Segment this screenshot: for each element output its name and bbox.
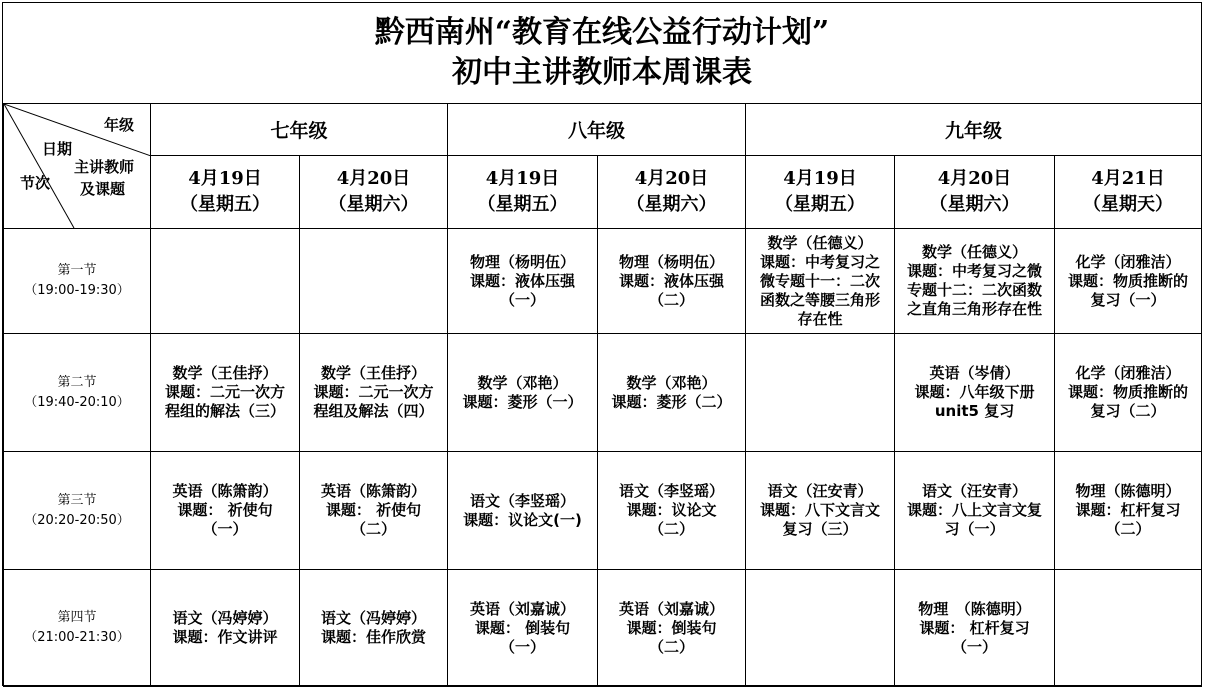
class-cell xyxy=(300,334,448,452)
class-cell xyxy=(598,334,746,452)
class-text-line: 复习（二） xyxy=(1090,402,1166,420)
class-text-line: 课题：液体压强 xyxy=(619,271,725,290)
class-cell xyxy=(151,334,300,452)
class-cell xyxy=(448,229,598,334)
grade-7-header: 七年级 xyxy=(151,104,448,156)
corner-date-label: 日期 xyxy=(42,140,73,158)
date-header-row xyxy=(4,156,1202,229)
period-name: 第一节 xyxy=(57,263,97,278)
class-text-line: 课题：中考复习之 xyxy=(760,252,881,271)
class-cell xyxy=(151,570,300,687)
class-text-line: 物理（杨明伍） xyxy=(619,252,725,271)
class-text-line: （二） xyxy=(1105,520,1151,538)
class-cell xyxy=(300,570,448,687)
class-text-line: 课题：菱形（一） xyxy=(462,392,583,411)
class-text-line: 语文（汪安青） xyxy=(767,482,873,500)
period-name: 第四节 xyxy=(57,610,97,625)
class-text-line: 课题： 祈使句 xyxy=(325,501,422,519)
period-time: （19:40-20:10） xyxy=(24,394,130,410)
corner-header-cell xyxy=(4,104,151,229)
period-row xyxy=(4,452,1202,570)
class-text-line: 课题：物质推断的 xyxy=(1068,383,1189,401)
class-cell xyxy=(598,570,746,687)
class-text-line: 课题：杠杆复习 xyxy=(1075,501,1181,519)
weekday-label: （星期天） xyxy=(1083,194,1174,215)
title-line-1: 黔西南州“教育在线公益行动计划” xyxy=(374,15,830,50)
class-text-line: 数学（任德义） xyxy=(922,243,1028,261)
class-text-line: 习（一） xyxy=(944,520,1005,538)
class-text-line: 化学（闭雅洁） xyxy=(1075,364,1181,382)
class-cell xyxy=(1055,334,1202,452)
weekday-label: （星期六） xyxy=(626,194,717,215)
class-text-line: 课题：议论文(一) xyxy=(463,510,582,529)
class-cell xyxy=(598,452,746,570)
class-text-line: 课题：二元一次方 xyxy=(164,383,285,401)
class-text-line: 微专题十一：二次 xyxy=(760,271,881,290)
date-label: 4月19日 xyxy=(783,168,857,189)
class-text-line: 物理（陈德明） xyxy=(1075,482,1181,500)
class-text-line: 课题： 倒装句 xyxy=(474,618,571,637)
corner-grade-label: 年级 xyxy=(104,116,135,134)
class-text-line: 程组及解法（四） xyxy=(313,402,434,420)
class-text-line: 课题：八年级下册 xyxy=(914,383,1035,401)
class-text-line: 复习（一） xyxy=(1090,290,1166,309)
class-text-line: 英语（陈箫韵） xyxy=(172,482,278,500)
class-text-line: （一） xyxy=(202,520,248,538)
period-name: 第三节 xyxy=(57,492,97,508)
class-cell xyxy=(746,452,895,570)
class-text-line: （二） xyxy=(351,520,397,538)
date-header-cell xyxy=(151,156,300,229)
class-cell xyxy=(1055,452,1202,570)
class-text-line: 语文（冯婷婷） xyxy=(172,609,278,627)
period-label-cell xyxy=(4,570,151,687)
class-cell xyxy=(448,452,598,570)
period-row xyxy=(4,334,1202,452)
class-text-line: 程组的解法（三） xyxy=(164,402,285,420)
class-text-line: （一） xyxy=(500,290,546,309)
page-title xyxy=(3,3,1201,103)
class-cell xyxy=(895,229,1055,334)
date-header-cell xyxy=(746,156,895,229)
date-header-cell xyxy=(895,156,1055,229)
weekday-label: （星期五） xyxy=(775,194,866,215)
class-text-line: 课题：中考复习之微 xyxy=(907,262,1043,280)
class-cell xyxy=(1055,229,1202,334)
class-text-line: 函数之等腰三角形 xyxy=(760,290,881,309)
class-text-line: 数学（邓艳） xyxy=(477,373,568,392)
class-text-line: 复习（三） xyxy=(782,520,858,538)
class-cell xyxy=(448,570,598,687)
period-label-cell xyxy=(4,334,151,452)
weekday-label: （星期五） xyxy=(180,194,270,215)
corner-teacher-label-2: 及课题 xyxy=(80,180,126,198)
class-text-line: 数学（邓艳） xyxy=(626,373,717,392)
period-label-cell xyxy=(4,452,151,570)
date-label: 4月20日 xyxy=(634,168,709,189)
date-label: 4月20日 xyxy=(336,168,411,189)
class-cell xyxy=(300,229,448,334)
period-row xyxy=(4,229,1202,334)
class-text-line: 课题： 杠杆复习 xyxy=(919,618,1030,637)
class-cell xyxy=(895,570,1055,687)
period-time: （21:00-21:30） xyxy=(24,630,130,645)
class-text-line: 课题：倒装句 xyxy=(626,618,717,637)
class-cell xyxy=(746,334,895,452)
class-text-line: 物理（杨明伍） xyxy=(470,252,576,271)
class-text-line: 英语（刘嘉诚） xyxy=(470,599,576,618)
class-text-line: 语文（汪安青） xyxy=(922,482,1028,500)
grade-8-header: 八年级 xyxy=(448,104,746,156)
class-text-line: 课题：菱形（二） xyxy=(611,392,732,411)
class-text-line: 英语（刘嘉诚） xyxy=(619,599,725,618)
class-text-line: 语文（冯婷婷） xyxy=(321,609,427,627)
class-text-line: unit5 复习 xyxy=(934,402,1015,420)
class-cell xyxy=(151,229,300,334)
class-text-line: 存在性 xyxy=(797,309,843,328)
class-text-line: 英语（陈箫韵） xyxy=(321,482,427,500)
date-label: 4月20日 xyxy=(937,168,1012,189)
class-cell xyxy=(300,452,448,570)
class-cell xyxy=(1055,570,1202,687)
class-text-line: 数学（任德义） xyxy=(767,233,873,252)
schedule-table xyxy=(3,103,1202,687)
class-cell xyxy=(895,452,1055,570)
class-text-line: 课题：液体压强 xyxy=(470,271,576,290)
period-label-cell xyxy=(4,229,151,334)
class-cell xyxy=(598,229,746,334)
class-text-line: （一） xyxy=(500,637,546,656)
class-text-line: 课题：二元一次方 xyxy=(313,383,434,401)
class-text-line: 课题：作文讲评 xyxy=(172,628,278,646)
period-row xyxy=(4,570,1202,687)
date-label: 4月21日 xyxy=(1091,168,1165,189)
date-header-cell xyxy=(300,156,448,229)
class-text-line: 课题：佳作欣赏 xyxy=(321,628,427,646)
class-text-line: 数学（王佳抒） xyxy=(172,364,278,382)
date-header-cell xyxy=(448,156,598,229)
class-text-line: （二） xyxy=(649,520,695,538)
class-cell xyxy=(448,334,598,452)
class-text-line: 语文（李竖瑶） xyxy=(619,482,725,500)
class-text-line: 课题：物质推断的 xyxy=(1068,271,1189,290)
class-text-line: 英语（岑倩） xyxy=(929,364,1020,382)
class-cell xyxy=(746,570,895,687)
class-text-line: 专题十二：二次函数 xyxy=(907,281,1043,299)
class-text-line: 课题：八下文言文 xyxy=(760,501,881,519)
class-text-line: 物理 （陈德明） xyxy=(918,599,1031,618)
date-header-cell xyxy=(598,156,746,229)
class-text-line: 数学（王佳抒） xyxy=(321,364,427,382)
weekday-label: （星期六） xyxy=(929,194,1020,215)
class-text-line: （二） xyxy=(649,290,695,309)
class-cell xyxy=(895,334,1055,452)
date-label: 4月19日 xyxy=(188,168,262,189)
class-text-line: 之直角三角形存在性 xyxy=(907,300,1043,318)
weekday-label: （星期五） xyxy=(477,194,568,215)
class-text-line: 化学（闭雅洁） xyxy=(1075,252,1181,271)
corner-period-label: 节次 xyxy=(20,174,51,192)
class-cell xyxy=(151,452,300,570)
class-text-line: 课题：议论文 xyxy=(626,501,717,519)
schedule-sheet xyxy=(2,2,1202,686)
period-time: （19:00-19:30） xyxy=(24,283,130,298)
class-text-line: （二） xyxy=(649,637,695,656)
weekday-label: （星期六） xyxy=(328,194,419,215)
grade-9-header: 九年级 xyxy=(746,104,1202,156)
date-label: 4月19日 xyxy=(485,168,560,189)
class-text-line: 课题：八上文言文复 xyxy=(907,501,1043,519)
period-name: 第二节 xyxy=(57,374,97,390)
class-text-line: 语文（李竖瑶） xyxy=(470,491,576,510)
class-text-line: （一） xyxy=(952,637,998,656)
title-line-2: 初中主讲教师本周课表 xyxy=(452,55,752,90)
class-text-line: 课题： 祈使句 xyxy=(177,501,273,519)
grade-header-row xyxy=(4,104,1202,156)
corner-teacher-label-1: 主讲教师 xyxy=(74,158,135,176)
class-cell xyxy=(746,229,895,334)
date-header-cell xyxy=(1055,156,1202,229)
period-time: （20:20-20:50） xyxy=(24,512,130,528)
